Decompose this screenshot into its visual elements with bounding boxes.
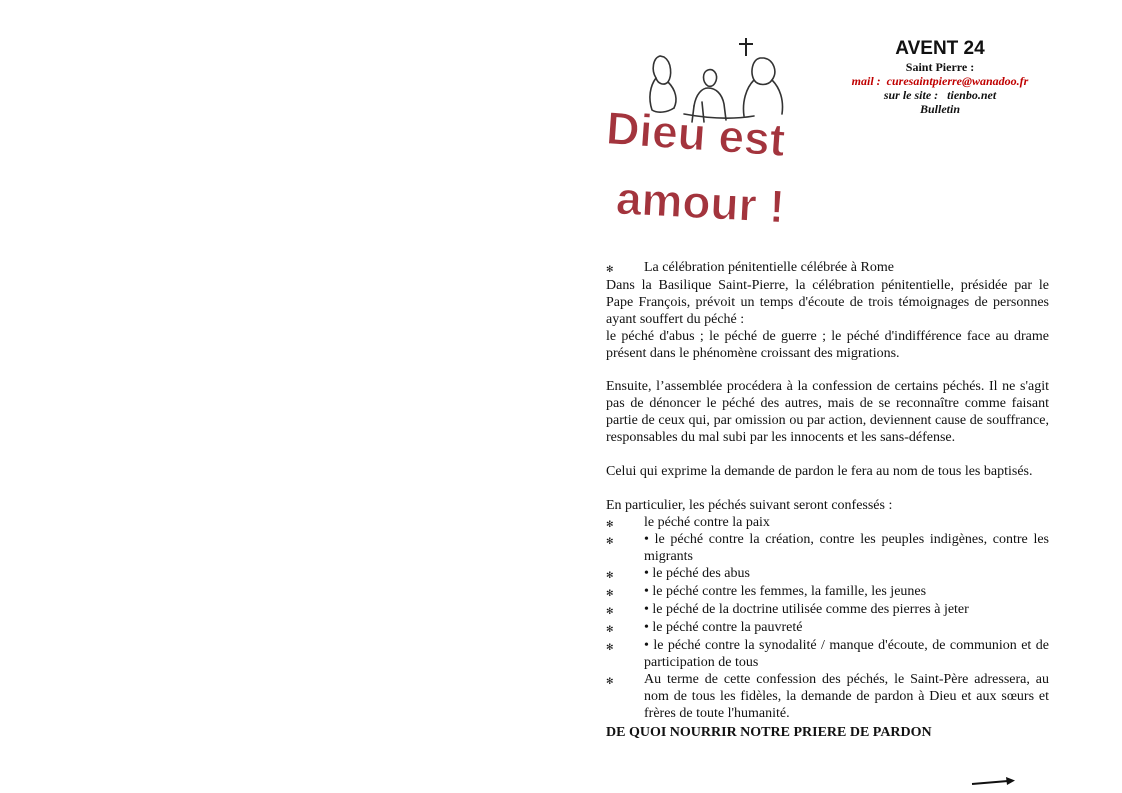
star-bullet-icon: ✻ — [606, 536, 614, 547]
bulletin-title: AVENT 24 — [895, 38, 985, 59]
sins-list — [606, 515, 1049, 723]
bulletin-header — [832, 38, 1048, 116]
mail-address[interactable]: curesaintpierre@wanadoo.fr — [886, 74, 1029, 88]
dieu-est-amour-illustration — [598, 28, 828, 243]
star-bullet-icon: ✻ — [606, 675, 614, 686]
star-bullet-icon: ✻ — [606, 623, 614, 634]
bulletin-label: Bulletin — [919, 102, 960, 116]
next-page-arrow-icon — [970, 775, 1016, 789]
list-item: ✻ • le péché contre les femmes, la famille, les jeunes — [606, 584, 1049, 602]
star-bullet-icon: ✻ — [606, 518, 614, 529]
paragraph-1: Dans la Basilique Saint-Pierre, la célébration pénitentielle, présidée par le Pape François, prévoit un temps d'écoute de trois témoignages de personnes ayant souffert du péché : — [606, 277, 1049, 327]
star-bullet-icon: ✻ — [606, 570, 614, 581]
intro-text: La célébration pénitentielle célébrée à Rome — [644, 260, 894, 275]
art-line-2: amour ! — [614, 171, 786, 233]
site-label: sur le site : — [883, 88, 939, 102]
list-item: ✻ • le péché contre la synodalité / manque d'écoute, de communion et de participation de tous — [606, 637, 1049, 670]
cross-icon — [739, 38, 753, 56]
paragraph-3: Celui qui exprime la demande de pardon le fera au nom de tous les baptisés. — [606, 463, 1033, 479]
paragraph-4: En particulier, les péchés suivant seront confessés : — [606, 497, 893, 513]
star-bullet-icon: ✻ — [606, 606, 614, 617]
list-item: ✻ • le péché contre la création, contre les peuples indigènes, contre les migrants — [606, 532, 1049, 565]
site-link[interactable]: tienbo.net — [947, 88, 997, 102]
star-bullet-icon: ✻ — [606, 641, 614, 652]
mail-label: mail : — [851, 74, 881, 88]
star-bullet-icon: ✻ — [606, 264, 614, 274]
list-item: ✻ Au terme de cette confession des péchés, le Saint-Père adressera, au nom de tous les fidèles, la demande de pardon à Dieu et aux sœurs et frères de toute l'humanité. — [606, 671, 1049, 721]
site-line — [832, 88, 1048, 102]
dieu-est-amour-title — [605, 102, 787, 233]
list-item: ✻ • le péché des abus — [606, 566, 1049, 584]
list-item: ✻ • le péché contre la pauvreté — [606, 620, 1049, 638]
star-bullet-icon: ✻ — [606, 588, 614, 599]
parish-name: Saint Pierre : — [905, 60, 975, 74]
mail-line — [832, 74, 1048, 88]
list-item: ✻ le péché contre la paix — [606, 515, 1049, 533]
closing-heading: DE QUOI NOURRIR NOTRE PRIERE DE PARDON — [606, 725, 932, 741]
list-item: ✻ • le péché de la doctrine utilisée comme des pierres à jeter — [606, 602, 1049, 620]
paragraph-2: Ensuite, l’assemblée procédera à la confession de certains péchés. Il ne s'agit pas de dénoncer le péché des autres, mais de se reconnaître comme faisant partie de ceux qui, par omission ou par action, deviennent cause de souffrance, responsables du mal subi par les innocents et les sans-défense. — [606, 379, 1049, 446]
paragraph-1b: le péché d'abus ; le péché de guerre ; le péché d'indifférence face au drame présent dans le phénomène croissant des migrations. — [606, 328, 1049, 361]
art-line-1: Dieu est — [604, 101, 787, 167]
article-body — [606, 260, 1049, 742]
intro-bullet — [606, 260, 1049, 278]
